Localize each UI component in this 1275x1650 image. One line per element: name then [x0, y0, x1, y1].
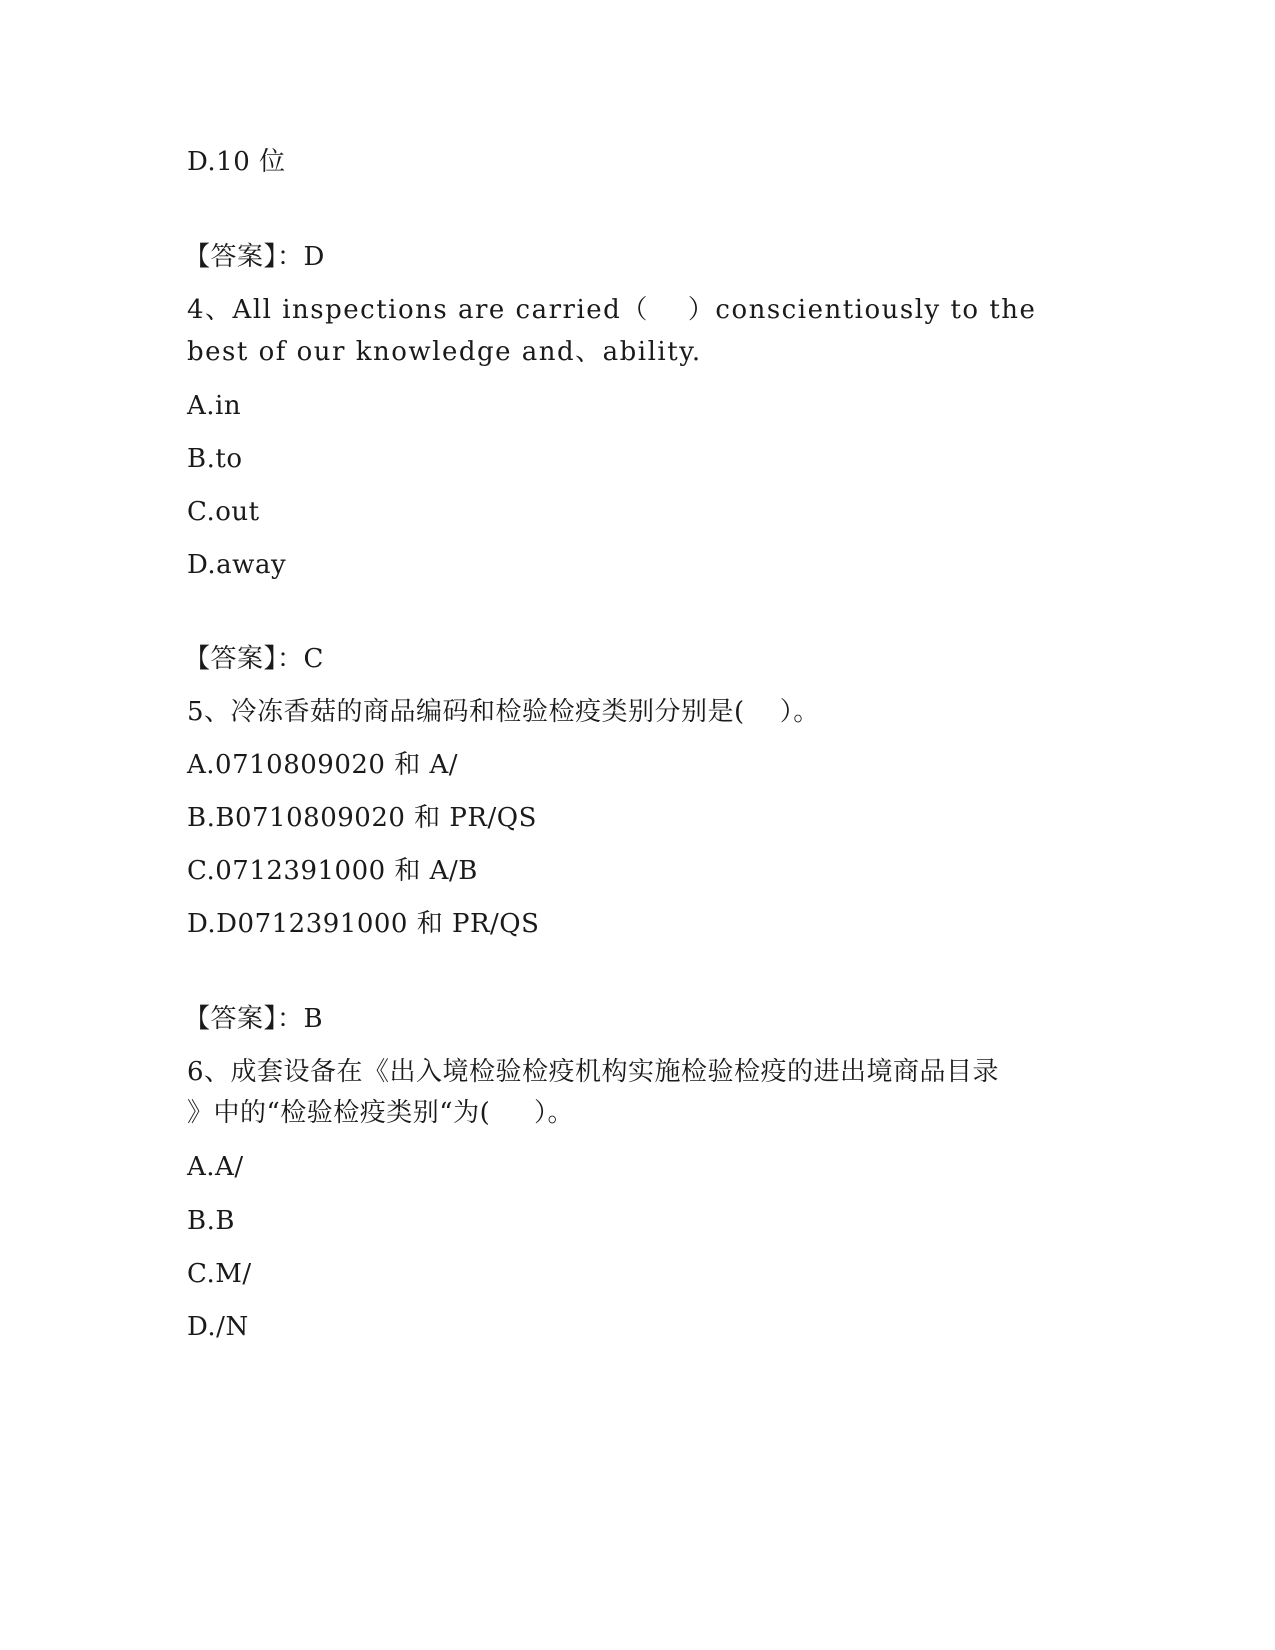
question-5-option-b: B.B0710809020 和 PR/QS [187, 803, 537, 833]
question-4-text-line2: best of our knowledge and、ability. [187, 337, 702, 367]
question-6-text-line2: 》中的“检验检疫类别“为( ）。 [187, 1098, 575, 1128]
question-6-option-d: D./N [187, 1312, 249, 1342]
question-6-option-a: A.A/ [187, 1152, 244, 1182]
question-4-option-c: C.out [187, 497, 260, 527]
question-6-option-c: C.M/ [187, 1259, 252, 1289]
question-4-option-a: A.in [187, 391, 242, 421]
question-5-text: 5、冷冻香菇的商品编码和检验检疫类别分别是( ）。 [187, 697, 820, 727]
question-5-option-c: C.0712391000 和 A/B [187, 856, 478, 886]
question-5-answer: 【答案】：B [184, 1004, 324, 1034]
question-5-option-a: A.0710809020 和 A/ [187, 750, 459, 780]
question-4-text-line1: 4、All inspections are carried（ ）conscientiously to the [187, 295, 1037, 325]
question-4-option-d: D.away [187, 550, 287, 580]
question-4-answer: 【答案】：C [184, 644, 324, 674]
option-d-prev: D.10 位 [187, 147, 286, 177]
question-6-text-line1: 6、成套设备在《出入境检验检疫机构实施检验检疫的进出境商品目录 [187, 1057, 1000, 1087]
question-6-option-b: B.B [187, 1206, 235, 1236]
question-4-option-b: B.to [187, 444, 243, 474]
answer-label-prev: 【答案】：D [184, 242, 325, 272]
question-5-option-d: D.D0712391000 和 PR/QS [187, 909, 540, 939]
